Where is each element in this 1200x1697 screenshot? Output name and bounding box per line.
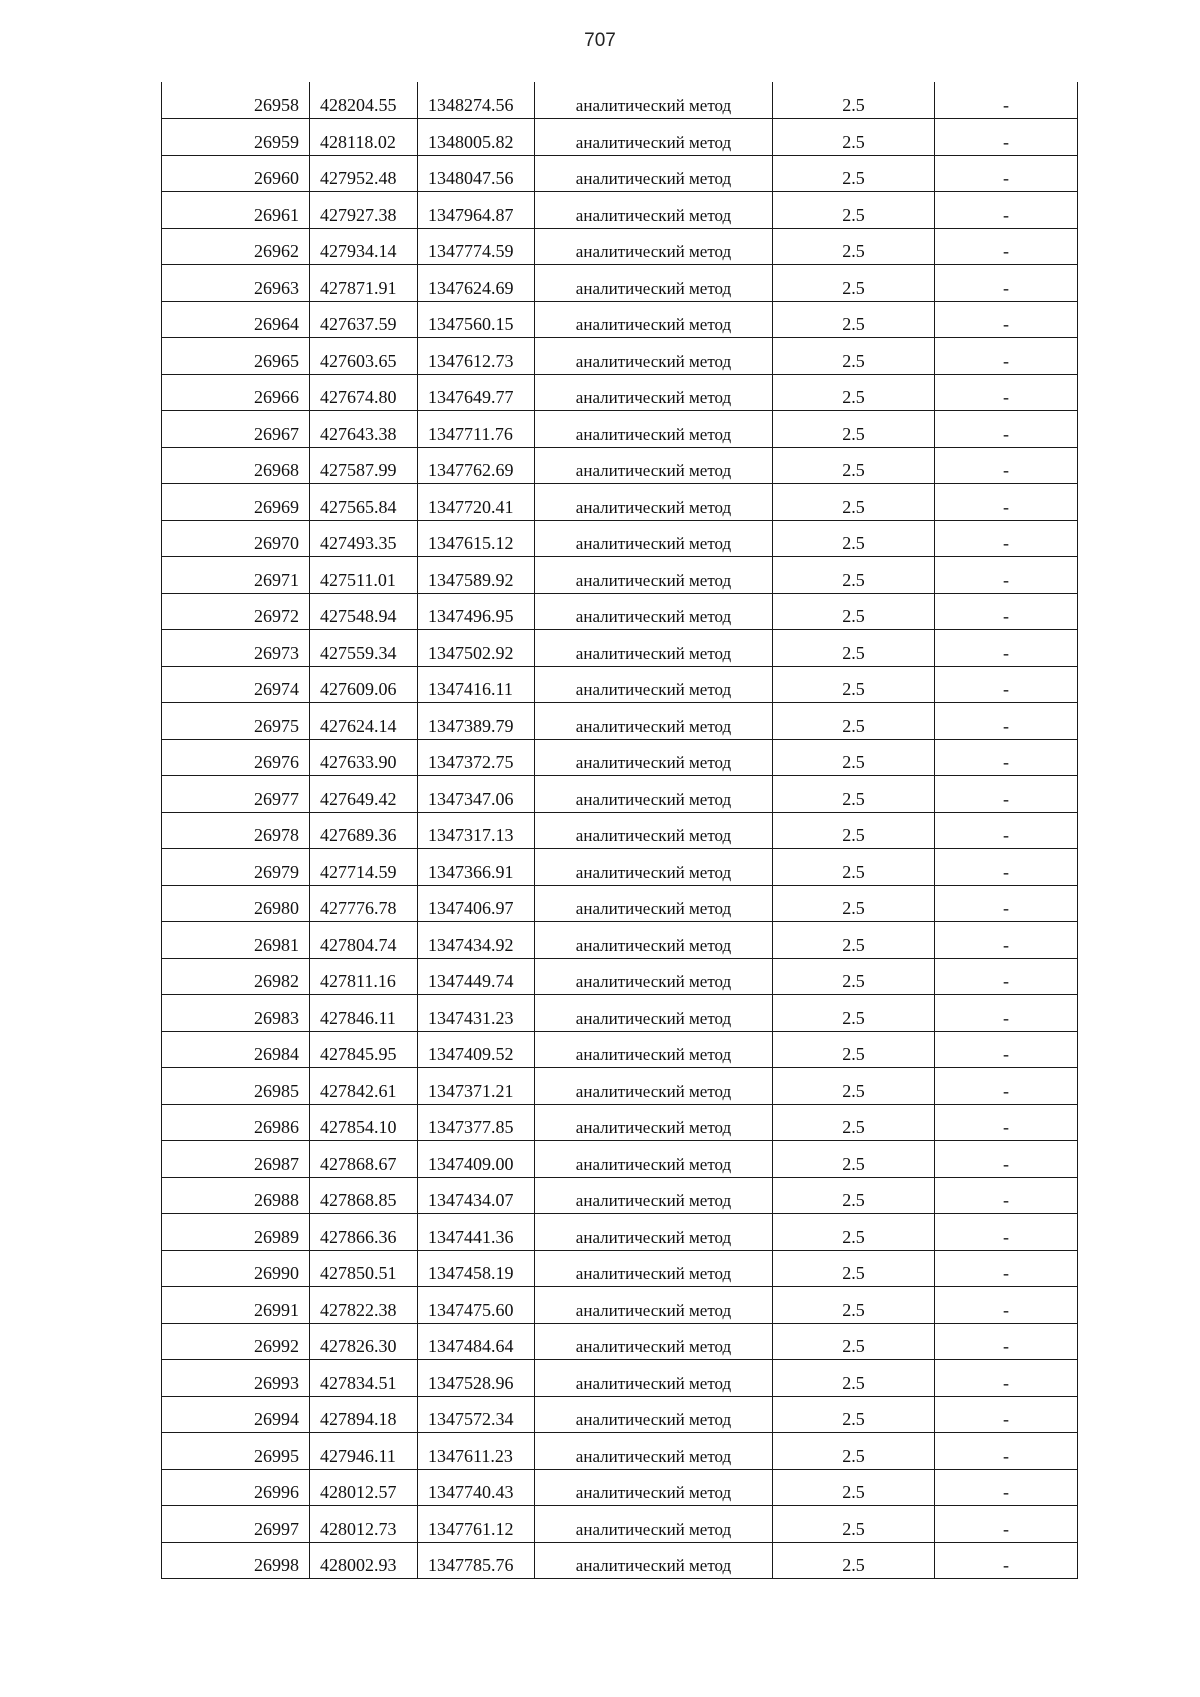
accuracy-cell: 2.5 bbox=[773, 1360, 935, 1397]
accuracy-cell: 2.5 bbox=[773, 155, 935, 192]
x-coordinate-cell: 427952.48 bbox=[310, 155, 418, 192]
table-row bbox=[162, 484, 1078, 521]
table-row bbox=[162, 338, 1078, 375]
note-cell: - bbox=[935, 630, 1078, 667]
note-cell: - bbox=[935, 922, 1078, 959]
point-number-cell: 26988 bbox=[162, 1177, 310, 1214]
accuracy-cell: 2.5 bbox=[773, 301, 935, 338]
x-coordinate-cell: 427587.99 bbox=[310, 447, 418, 484]
y-coordinate-cell: 1348047.56 bbox=[418, 155, 535, 192]
y-coordinate-cell: 1347740.43 bbox=[418, 1469, 535, 1506]
accuracy-cell: 2.5 bbox=[773, 228, 935, 265]
point-number-cell: 26963 bbox=[162, 265, 310, 302]
x-coordinate-cell: 427565.84 bbox=[310, 484, 418, 521]
note-cell: - bbox=[935, 82, 1078, 119]
accuracy-cell: 2.5 bbox=[773, 1214, 935, 1251]
method-cell: аналитический метод bbox=[535, 520, 773, 557]
method-cell: аналитический метод bbox=[535, 995, 773, 1032]
method-cell: аналитический метод bbox=[535, 155, 773, 192]
accuracy-cell: 2.5 bbox=[773, 995, 935, 1032]
x-coordinate-cell: 427609.06 bbox=[310, 666, 418, 703]
coordinates-table bbox=[161, 82, 1078, 1579]
note-cell: - bbox=[935, 1031, 1078, 1068]
method-cell: аналитический метод bbox=[535, 119, 773, 156]
y-coordinate-cell: 1347458.19 bbox=[418, 1250, 535, 1287]
accuracy-cell: 2.5 bbox=[773, 1469, 935, 1506]
y-coordinate-cell: 1347615.12 bbox=[418, 520, 535, 557]
accuracy-cell: 2.5 bbox=[773, 374, 935, 411]
method-cell: аналитический метод bbox=[535, 593, 773, 630]
x-coordinate-cell: 427871.91 bbox=[310, 265, 418, 302]
point-number-cell: 26992 bbox=[162, 1323, 310, 1360]
note-cell: - bbox=[935, 411, 1078, 448]
table-row bbox=[162, 557, 1078, 594]
accuracy-cell: 2.5 bbox=[773, 1433, 935, 1470]
method-cell: аналитический метод bbox=[535, 82, 773, 119]
x-coordinate-cell: 428204.55 bbox=[310, 82, 418, 119]
point-number-cell: 26973 bbox=[162, 630, 310, 667]
x-coordinate-cell: 427689.36 bbox=[310, 812, 418, 849]
note-cell: - bbox=[935, 1068, 1078, 1105]
y-coordinate-cell: 1347441.36 bbox=[418, 1214, 535, 1251]
table-row bbox=[162, 1323, 1078, 1360]
note-cell: - bbox=[935, 374, 1078, 411]
x-coordinate-cell: 428002.93 bbox=[310, 1542, 418, 1579]
y-coordinate-cell: 1348274.56 bbox=[418, 82, 535, 119]
method-cell: аналитический метод bbox=[535, 666, 773, 703]
x-coordinate-cell: 428012.57 bbox=[310, 1469, 418, 1506]
note-cell: - bbox=[935, 301, 1078, 338]
point-number-cell: 26995 bbox=[162, 1433, 310, 1470]
table-row bbox=[162, 812, 1078, 849]
x-coordinate-cell: 427822.38 bbox=[310, 1287, 418, 1324]
table-row bbox=[162, 593, 1078, 630]
y-coordinate-cell: 1347416.11 bbox=[418, 666, 535, 703]
method-cell: аналитический метод bbox=[535, 1141, 773, 1178]
coordinates-table-body bbox=[162, 82, 1078, 1579]
point-number-cell: 26968 bbox=[162, 447, 310, 484]
accuracy-cell: 2.5 bbox=[773, 739, 935, 776]
point-number-cell: 26959 bbox=[162, 119, 310, 156]
y-coordinate-cell: 1347389.79 bbox=[418, 703, 535, 740]
table-row bbox=[162, 703, 1078, 740]
note-cell: - bbox=[935, 958, 1078, 995]
y-coordinate-cell: 1347624.69 bbox=[418, 265, 535, 302]
table-row bbox=[162, 849, 1078, 886]
accuracy-cell: 2.5 bbox=[773, 1506, 935, 1543]
table-row bbox=[162, 1104, 1078, 1141]
accuracy-cell: 2.5 bbox=[773, 1323, 935, 1360]
point-number-cell: 26994 bbox=[162, 1396, 310, 1433]
table-row bbox=[162, 995, 1078, 1032]
method-cell: аналитический метод bbox=[535, 1287, 773, 1324]
x-coordinate-cell: 427845.95 bbox=[310, 1031, 418, 1068]
y-coordinate-cell: 1347434.92 bbox=[418, 922, 535, 959]
accuracy-cell: 2.5 bbox=[773, 1250, 935, 1287]
table-row bbox=[162, 228, 1078, 265]
y-coordinate-cell: 1347761.12 bbox=[418, 1506, 535, 1543]
point-number-cell: 26966 bbox=[162, 374, 310, 411]
accuracy-cell: 2.5 bbox=[773, 593, 935, 630]
point-number-cell: 26983 bbox=[162, 995, 310, 1032]
y-coordinate-cell: 1347496.95 bbox=[418, 593, 535, 630]
point-number-cell: 26976 bbox=[162, 739, 310, 776]
point-number-cell: 26980 bbox=[162, 885, 310, 922]
accuracy-cell: 2.5 bbox=[773, 520, 935, 557]
note-cell: - bbox=[935, 1250, 1078, 1287]
method-cell: аналитический метод bbox=[535, 265, 773, 302]
method-cell: аналитический метод bbox=[535, 1104, 773, 1141]
y-coordinate-cell: 1347762.69 bbox=[418, 447, 535, 484]
method-cell: аналитический метод bbox=[535, 411, 773, 448]
point-number-cell: 26985 bbox=[162, 1068, 310, 1105]
point-number-cell: 26975 bbox=[162, 703, 310, 740]
table-row bbox=[162, 119, 1078, 156]
point-number-cell: 26996 bbox=[162, 1469, 310, 1506]
y-coordinate-cell: 1347502.92 bbox=[418, 630, 535, 667]
y-coordinate-cell: 1347964.87 bbox=[418, 192, 535, 229]
method-cell: аналитический метод bbox=[535, 1396, 773, 1433]
x-coordinate-cell: 427643.38 bbox=[310, 411, 418, 448]
table-row bbox=[162, 192, 1078, 229]
method-cell: аналитический метод bbox=[535, 1031, 773, 1068]
table-row bbox=[162, 776, 1078, 813]
table-row bbox=[162, 922, 1078, 959]
method-cell: аналитический метод bbox=[535, 1433, 773, 1470]
accuracy-cell: 2.5 bbox=[773, 338, 935, 375]
note-cell: - bbox=[935, 338, 1078, 375]
x-coordinate-cell: 427714.59 bbox=[310, 849, 418, 886]
y-coordinate-cell: 1347409.00 bbox=[418, 1141, 535, 1178]
point-number-cell: 26962 bbox=[162, 228, 310, 265]
method-cell: аналитический метод bbox=[535, 447, 773, 484]
method-cell: аналитический метод bbox=[535, 885, 773, 922]
table-row bbox=[162, 374, 1078, 411]
note-cell: - bbox=[935, 703, 1078, 740]
x-coordinate-cell: 427868.85 bbox=[310, 1177, 418, 1214]
table-row bbox=[162, 265, 1078, 302]
note-cell: - bbox=[935, 265, 1078, 302]
y-coordinate-cell: 1347406.97 bbox=[418, 885, 535, 922]
method-cell: аналитический метод bbox=[535, 1469, 773, 1506]
x-coordinate-cell: 427811.16 bbox=[310, 958, 418, 995]
note-cell: - bbox=[935, 520, 1078, 557]
table-row bbox=[162, 1469, 1078, 1506]
y-coordinate-cell: 1347649.77 bbox=[418, 374, 535, 411]
point-number-cell: 26974 bbox=[162, 666, 310, 703]
point-number-cell: 26977 bbox=[162, 776, 310, 813]
note-cell: - bbox=[935, 995, 1078, 1032]
accuracy-cell: 2.5 bbox=[773, 1396, 935, 1433]
x-coordinate-cell: 427776.78 bbox=[310, 885, 418, 922]
method-cell: аналитический метод bbox=[535, 301, 773, 338]
accuracy-cell: 2.5 bbox=[773, 1177, 935, 1214]
note-cell: - bbox=[935, 776, 1078, 813]
x-coordinate-cell: 427804.74 bbox=[310, 922, 418, 959]
y-coordinate-cell: 1347317.13 bbox=[418, 812, 535, 849]
table-row bbox=[162, 1542, 1078, 1579]
method-cell: аналитический метод bbox=[535, 630, 773, 667]
point-number-cell: 26982 bbox=[162, 958, 310, 995]
note-cell: - bbox=[935, 1542, 1078, 1579]
method-cell: аналитический метод bbox=[535, 1542, 773, 1579]
method-cell: аналитический метод bbox=[535, 192, 773, 229]
accuracy-cell: 2.5 bbox=[773, 1141, 935, 1178]
x-coordinate-cell: 427649.42 bbox=[310, 776, 418, 813]
method-cell: аналитический метод bbox=[535, 374, 773, 411]
note-cell: - bbox=[935, 1506, 1078, 1543]
x-coordinate-cell: 427674.80 bbox=[310, 374, 418, 411]
note-cell: - bbox=[935, 666, 1078, 703]
note-cell: - bbox=[935, 849, 1078, 886]
note-cell: - bbox=[935, 484, 1078, 521]
accuracy-cell: 2.5 bbox=[773, 776, 935, 813]
y-coordinate-cell: 1347528.96 bbox=[418, 1360, 535, 1397]
method-cell: аналитический метод bbox=[535, 922, 773, 959]
x-coordinate-cell: 427868.67 bbox=[310, 1141, 418, 1178]
accuracy-cell: 2.5 bbox=[773, 1287, 935, 1324]
y-coordinate-cell: 1347711.76 bbox=[418, 411, 535, 448]
point-number-cell: 26967 bbox=[162, 411, 310, 448]
table-row bbox=[162, 1360, 1078, 1397]
table-row bbox=[162, 1141, 1078, 1178]
x-coordinate-cell: 427637.59 bbox=[310, 301, 418, 338]
accuracy-cell: 2.5 bbox=[773, 666, 935, 703]
accuracy-cell: 2.5 bbox=[773, 484, 935, 521]
accuracy-cell: 2.5 bbox=[773, 557, 935, 594]
point-number-cell: 26987 bbox=[162, 1141, 310, 1178]
table-row bbox=[162, 630, 1078, 667]
method-cell: аналитический метод bbox=[535, 1360, 773, 1397]
x-coordinate-cell: 428118.02 bbox=[310, 119, 418, 156]
method-cell: аналитический метод bbox=[535, 703, 773, 740]
y-coordinate-cell: 1347434.07 bbox=[418, 1177, 535, 1214]
accuracy-cell: 2.5 bbox=[773, 265, 935, 302]
point-number-cell: 26969 bbox=[162, 484, 310, 521]
method-cell: аналитический метод bbox=[535, 739, 773, 776]
note-cell: - bbox=[935, 1396, 1078, 1433]
y-coordinate-cell: 1347720.41 bbox=[418, 484, 535, 521]
note-cell: - bbox=[935, 155, 1078, 192]
note-cell: - bbox=[935, 739, 1078, 776]
x-coordinate-cell: 428012.73 bbox=[310, 1506, 418, 1543]
table-row bbox=[162, 301, 1078, 338]
point-number-cell: 26961 bbox=[162, 192, 310, 229]
accuracy-cell: 2.5 bbox=[773, 1104, 935, 1141]
y-coordinate-cell: 1347347.06 bbox=[418, 776, 535, 813]
x-coordinate-cell: 427548.94 bbox=[310, 593, 418, 630]
table-row bbox=[162, 1433, 1078, 1470]
note-cell: - bbox=[935, 1323, 1078, 1360]
accuracy-cell: 2.5 bbox=[773, 411, 935, 448]
table-row bbox=[162, 1068, 1078, 1105]
x-coordinate-cell: 427493.35 bbox=[310, 520, 418, 557]
accuracy-cell: 2.5 bbox=[773, 192, 935, 229]
method-cell: аналитический метод bbox=[535, 1177, 773, 1214]
point-number-cell: 26970 bbox=[162, 520, 310, 557]
note-cell: - bbox=[935, 1360, 1078, 1397]
y-coordinate-cell: 1347377.85 bbox=[418, 1104, 535, 1141]
method-cell: аналитический метод bbox=[535, 228, 773, 265]
y-coordinate-cell: 1347484.64 bbox=[418, 1323, 535, 1360]
method-cell: аналитический метод bbox=[535, 1068, 773, 1105]
x-coordinate-cell: 427850.51 bbox=[310, 1250, 418, 1287]
accuracy-cell: 2.5 bbox=[773, 1542, 935, 1579]
point-number-cell: 26978 bbox=[162, 812, 310, 849]
method-cell: аналитический метод bbox=[535, 849, 773, 886]
accuracy-cell: 2.5 bbox=[773, 447, 935, 484]
accuracy-cell: 2.5 bbox=[773, 849, 935, 886]
y-coordinate-cell: 1347475.60 bbox=[418, 1287, 535, 1324]
accuracy-cell: 2.5 bbox=[773, 82, 935, 119]
method-cell: аналитический метод bbox=[535, 557, 773, 594]
y-coordinate-cell: 1347431.23 bbox=[418, 995, 535, 1032]
y-coordinate-cell: 1347409.52 bbox=[418, 1031, 535, 1068]
x-coordinate-cell: 427842.61 bbox=[310, 1068, 418, 1105]
y-coordinate-cell: 1347572.34 bbox=[418, 1396, 535, 1433]
method-cell: аналитический метод bbox=[535, 958, 773, 995]
method-cell: аналитический метод bbox=[535, 1323, 773, 1360]
point-number-cell: 26998 bbox=[162, 1542, 310, 1579]
table-row bbox=[162, 155, 1078, 192]
table-row bbox=[162, 447, 1078, 484]
x-coordinate-cell: 427927.38 bbox=[310, 192, 418, 229]
point-number-cell: 26990 bbox=[162, 1250, 310, 1287]
table-row bbox=[162, 1396, 1078, 1433]
table-row bbox=[162, 1214, 1078, 1251]
x-coordinate-cell: 427854.10 bbox=[310, 1104, 418, 1141]
note-cell: - bbox=[935, 885, 1078, 922]
accuracy-cell: 2.5 bbox=[773, 1068, 935, 1105]
y-coordinate-cell: 1347611.23 bbox=[418, 1433, 535, 1470]
point-number-cell: 26993 bbox=[162, 1360, 310, 1397]
point-number-cell: 26964 bbox=[162, 301, 310, 338]
x-coordinate-cell: 427511.01 bbox=[310, 557, 418, 594]
y-coordinate-cell: 1347366.91 bbox=[418, 849, 535, 886]
note-cell: - bbox=[935, 1287, 1078, 1324]
y-coordinate-cell: 1347560.15 bbox=[418, 301, 535, 338]
table-row bbox=[162, 666, 1078, 703]
method-cell: аналитический метод bbox=[535, 812, 773, 849]
method-cell: аналитический метод bbox=[535, 484, 773, 521]
note-cell: - bbox=[935, 192, 1078, 229]
point-number-cell: 26958 bbox=[162, 82, 310, 119]
y-coordinate-cell: 1347449.74 bbox=[418, 958, 535, 995]
y-coordinate-cell: 1348005.82 bbox=[418, 119, 535, 156]
point-number-cell: 26991 bbox=[162, 1287, 310, 1324]
point-number-cell: 26986 bbox=[162, 1104, 310, 1141]
y-coordinate-cell: 1347612.73 bbox=[418, 338, 535, 375]
x-coordinate-cell: 427934.14 bbox=[310, 228, 418, 265]
note-cell: - bbox=[935, 557, 1078, 594]
y-coordinate-cell: 1347785.76 bbox=[418, 1542, 535, 1579]
point-number-cell: 26997 bbox=[162, 1506, 310, 1543]
note-cell: - bbox=[935, 1141, 1078, 1178]
note-cell: - bbox=[935, 119, 1078, 156]
table-row bbox=[162, 739, 1078, 776]
accuracy-cell: 2.5 bbox=[773, 630, 935, 667]
note-cell: - bbox=[935, 1104, 1078, 1141]
x-coordinate-cell: 427894.18 bbox=[310, 1396, 418, 1433]
table-row bbox=[162, 1177, 1078, 1214]
note-cell: - bbox=[935, 1177, 1078, 1214]
note-cell: - bbox=[935, 228, 1078, 265]
y-coordinate-cell: 1347589.92 bbox=[418, 557, 535, 594]
y-coordinate-cell: 1347372.75 bbox=[418, 739, 535, 776]
table-row bbox=[162, 958, 1078, 995]
x-coordinate-cell: 427846.11 bbox=[310, 995, 418, 1032]
table-row bbox=[162, 1250, 1078, 1287]
x-coordinate-cell: 427624.14 bbox=[310, 703, 418, 740]
table-row bbox=[162, 885, 1078, 922]
method-cell: аналитический метод bbox=[535, 1214, 773, 1251]
y-coordinate-cell: 1347774.59 bbox=[418, 228, 535, 265]
point-number-cell: 26971 bbox=[162, 557, 310, 594]
table-row bbox=[162, 411, 1078, 448]
method-cell: аналитический метод bbox=[535, 1250, 773, 1287]
table-row bbox=[162, 1031, 1078, 1068]
accuracy-cell: 2.5 bbox=[773, 958, 935, 995]
point-number-cell: 26984 bbox=[162, 1031, 310, 1068]
x-coordinate-cell: 427946.11 bbox=[310, 1433, 418, 1470]
page-number: 707 bbox=[584, 30, 616, 51]
accuracy-cell: 2.5 bbox=[773, 1031, 935, 1068]
x-coordinate-cell: 427633.90 bbox=[310, 739, 418, 776]
note-cell: - bbox=[935, 812, 1078, 849]
point-number-cell: 26972 bbox=[162, 593, 310, 630]
method-cell: аналитический метод bbox=[535, 338, 773, 375]
note-cell: - bbox=[935, 1214, 1078, 1251]
note-cell: - bbox=[935, 593, 1078, 630]
table-row bbox=[162, 1287, 1078, 1324]
note-cell: - bbox=[935, 1433, 1078, 1470]
table-row bbox=[162, 82, 1078, 119]
note-cell: - bbox=[935, 447, 1078, 484]
x-coordinate-cell: 427559.34 bbox=[310, 630, 418, 667]
point-number-cell: 26960 bbox=[162, 155, 310, 192]
method-cell: аналитический метод bbox=[535, 1506, 773, 1543]
point-number-cell: 26979 bbox=[162, 849, 310, 886]
method-cell: аналитический метод bbox=[535, 776, 773, 813]
accuracy-cell: 2.5 bbox=[773, 812, 935, 849]
x-coordinate-cell: 427826.30 bbox=[310, 1323, 418, 1360]
accuracy-cell: 2.5 bbox=[773, 703, 935, 740]
point-number-cell: 26965 bbox=[162, 338, 310, 375]
point-number-cell: 26989 bbox=[162, 1214, 310, 1251]
y-coordinate-cell: 1347371.21 bbox=[418, 1068, 535, 1105]
x-coordinate-cell: 427866.36 bbox=[310, 1214, 418, 1251]
x-coordinate-cell: 427834.51 bbox=[310, 1360, 418, 1397]
accuracy-cell: 2.5 bbox=[773, 922, 935, 959]
table-row bbox=[162, 1506, 1078, 1543]
table-row bbox=[162, 520, 1078, 557]
point-number-cell: 26981 bbox=[162, 922, 310, 959]
accuracy-cell: 2.5 bbox=[773, 885, 935, 922]
x-coordinate-cell: 427603.65 bbox=[310, 338, 418, 375]
note-cell: - bbox=[935, 1469, 1078, 1506]
accuracy-cell: 2.5 bbox=[773, 119, 935, 156]
